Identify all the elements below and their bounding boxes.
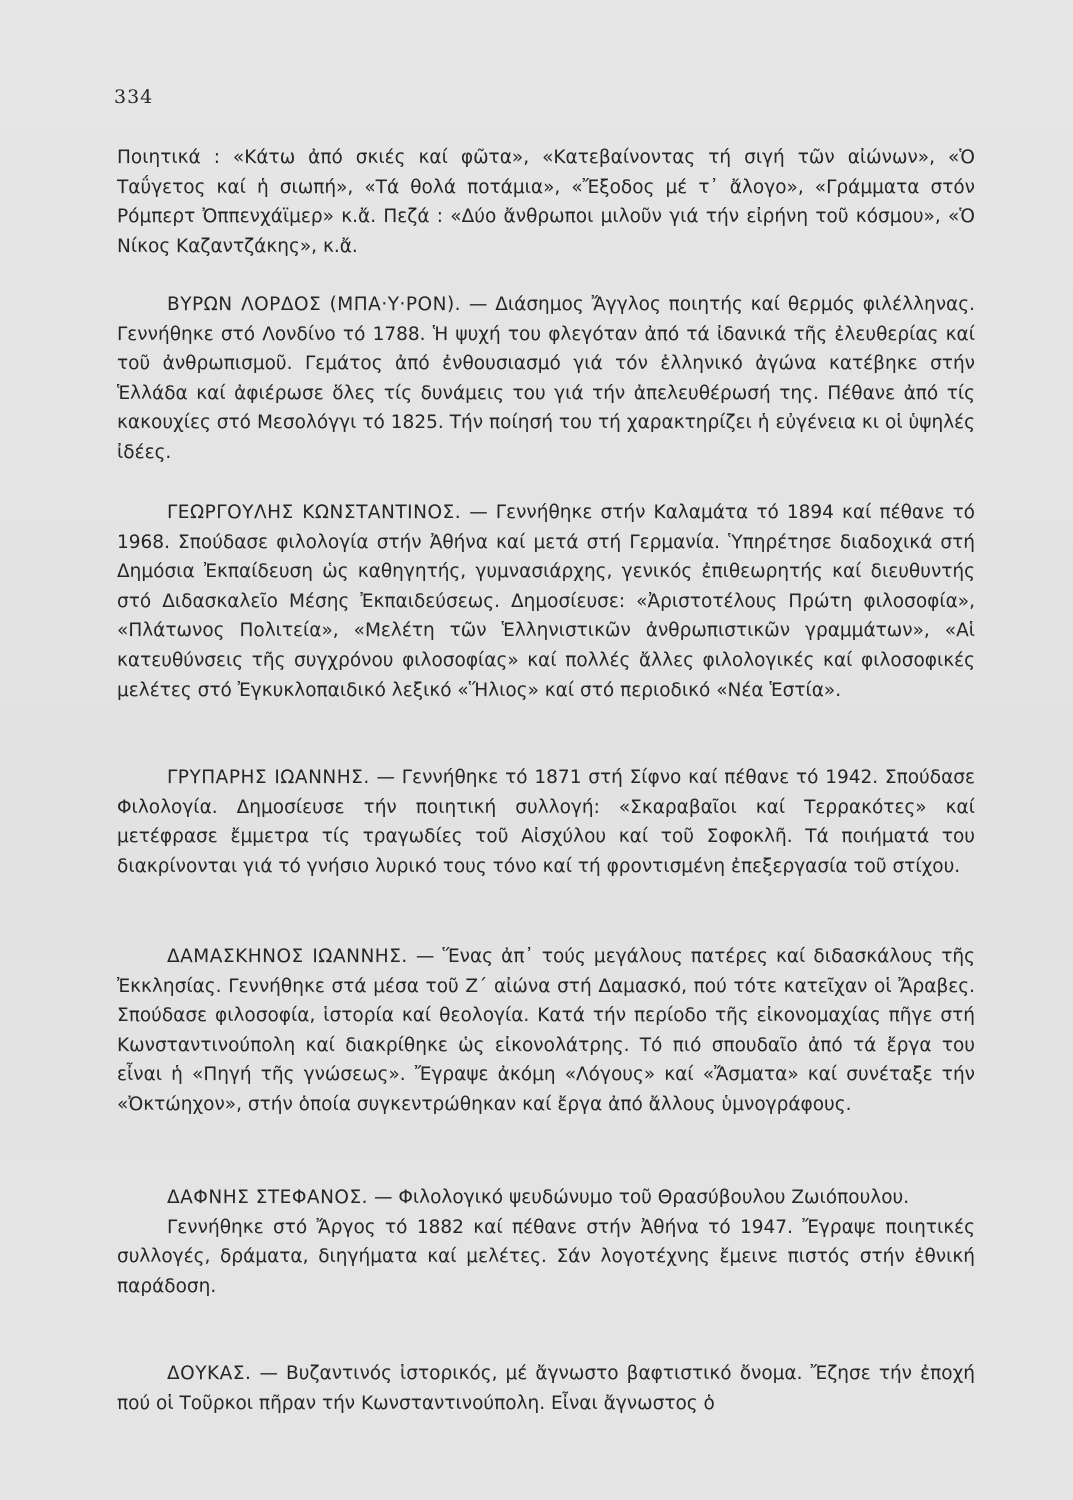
entry-name: ΔΑΜΑΣΚΗΝΟΣ ΙΩΑΝΝΗΣ. (167, 946, 408, 967)
entry-paragraph (117, 1183, 975, 1213)
entry-name: ΔΑΦΝΗΣ ΣΤΕΦΑΝΟΣ. (167, 1187, 369, 1208)
entry-paragraph (117, 763, 975, 881)
page-number: 334 (114, 86, 154, 108)
entry-paragraph: Γεννήθηκε στό Ἄργος τό 1882 καί πέθανε στήν Ἀθήνα τό 1947. Ἔγραψε ποιητικές συλλογές, δράματα, διηγήματα καί μελέτες. Σάν λογοτέχνης ἔμεινε πιστός στήν ἐθνική παράδοση. (117, 1216, 975, 1297)
entry-name: ΔΟΥΚΑΣ. (167, 1363, 252, 1384)
intro-paragraph: Ποιητικά : «Κάτω ἀπό σκιές καί φῶτα», «Κατεβαίνοντας τή σιγή τῶν αἰώνων», «Ὁ Ταΰγετος καί ἡ σιωπή», «Τά θολά ποτάμια», «Ἔξοδος μέ τ᾽ ἄλογο», «Γράμματα στόν Ρόμπερτ Ὀππενχάϊμερ» κ.ἄ. Πεζά : «Δύο ἄνθρωποι μιλοῦν γιά τήν εἰρήνη τοῦ κόσμου», «Ὁ Νίκος Καζαντζάκης», κ.ἄ. (117, 147, 975, 257)
entry-damaskinos (117, 942, 975, 1120)
entry-text: — Βυζαντινός ἱστορικός, μέ ἄγνωστο βαφτιστικό ὄνομα. Ἔζησε τήν ἐποχή πού οἱ Τοῦρκοι πῆραν τήν Κωνσταντινούπολη. Εἶναι ἄγνωστος ὁ (117, 1363, 975, 1414)
entry-name: ΒΥΡΩΝ ΛΟΡΔΟΣ (ΜΠΑ·Υ·ΡΟΝ). (167, 294, 462, 315)
entry-text: — Γεννήθηκε στήν Καλαμάτα τό 1894 καί πέθανε τό 1968. Σπούδασε φιλολογία στήν Ἀθήνα καί μετά στή Γερμανία. Ὑπηρέτησε διαδοχικά στή Δημόσια Ἐκπαίδευση ὡς καθηγητής, γυμνασιάρχης, γενικός ἐπιθεωρητής καί διευθυντής στό Διδασκαλεῖο Μέσης Ἐκπαιδεύσεως. Δημοσίευσε: «Ἀριστοτέλους Πρώτη φιλοσοφία», «Πλάτωνος Πολιτεία», «Μελέτη τῶν Ἑλληνιστικῶν ἀνθρωπιστικῶν γραμμάτων», «Αἱ κατευθύνσεις τῆς συγχρόνου φιλοσοφίας» καί πολλές ἄλλες φιλολογικές καί φιλοσοφικές μελέτες στό Ἐγκυκλοπαιδικό λεξικό «Ἥλιος» καί στό περιοδικό «Νέα Ἑστία». (117, 502, 975, 701)
entry-paragraph (117, 1359, 975, 1418)
entry-text: — Ἕνας ἀπ᾽ τούς μεγάλους πατέρες καί διδασκάλους τῆς Ἐκκλησίας. Γεννήθηκε στά μέσα τοῦ Ζ´ αἰώνα στή Δαμασκό, πού τότε κατεῖχαν οἱ Ἄραβες. Σπούδασε φιλοσοφία, ἱστορία καί θεολογία. Κατά τήν περίοδο τῆς εἰκονομαχίας πῆγε στή Κωνσταντινούπολη καί διακρίθηκε ὡς εἰκονολάτρης. Τό πιό σπουδαῖο ἀπό τά ἔργα του εἶναι ἡ «Πηγή τῆς γνώσεως». Ἔγραψε ἀκόμη «Λόγους» καί «Ἄσματα» καί συνέταξε τήν «Ὀκτώηχον», στήν ὁποία συγκεντρώθηκαν καί ἔργα ἀπό ἄλλους ὑμνογράφους. (117, 946, 975, 1115)
entry-vyron (117, 290, 975, 468)
entry-paragraph (117, 498, 975, 705)
entry-gryparis (117, 763, 975, 881)
intro-paragraph-block (117, 143, 975, 261)
entry-paragraph (117, 942, 975, 1120)
entry-paragraph (117, 290, 975, 468)
entry-text: — Γεννήθηκε τό 1871 στή Σίφνο καί πέθανε τό 1942. Σπούδασε Φιλολογία. Δημοσίευσε τήν ποιητική συλλογή: «Σκαραβαῖοι καί Τερρακότες» καί μετέφρασε ἔμμετρα τίς τραγωδίες τοῦ Αἰσχύλου καί τοῦ Σοφοκλῆ. Τά ποιήματά του διακρίνονται γιά τό γνήσιο λυρικό τους τόνο καί τή φροντισμένη ἐπεξεργασία τοῦ στίχου. (117, 767, 975, 877)
entry-doukas (117, 1359, 975, 1418)
entry-text: — Φιλολογικό ψευδώνυμο τοῦ Θρασύβουλου Ζωιόπουλου. (373, 1187, 910, 1208)
entry-dafnis (117, 1183, 975, 1301)
entry-name: ΓΕΩΡΓΟΥΛΗΣ ΚΩΝΣΤΑΝΤΙΝΟΣ. (167, 502, 462, 523)
entry-text: — Διάσημος Ἄγγλος ποιητής καί θερμός φιλέλληνας. Γεννήθηκε στό Λονδίνο τό 1788. Ἡ ψυχή του φλεγόταν ἀπό τά ἰδανικά τῆς ἐλευθερίας καί τοῦ ἀνθρωπισμοῦ. Γεμάτος ἀπό ἐνθουσιασμό γιά τόν ἑλληνικό ἀγώνα κατέβηκε στήν Ἑλλάδα καί ἀφιέρωσε ὅλες τίς δυνάμεις του γιά τήν ἀπελευθέρωσή της. Πέθανε ἀπό τίς κακουχίες στό Μεσολόγγι τό 1825. Τήν ποίησή του τή χαρακτηρίζει ἡ εὐγένεια κι οἱ ὑψηλές ἰδέες. (117, 294, 975, 463)
entry-name: ΓΡΥΠΑΡΗΣ ΙΩΑΝΝΗΣ. (167, 767, 370, 788)
entry-georgoulis (117, 498, 975, 705)
